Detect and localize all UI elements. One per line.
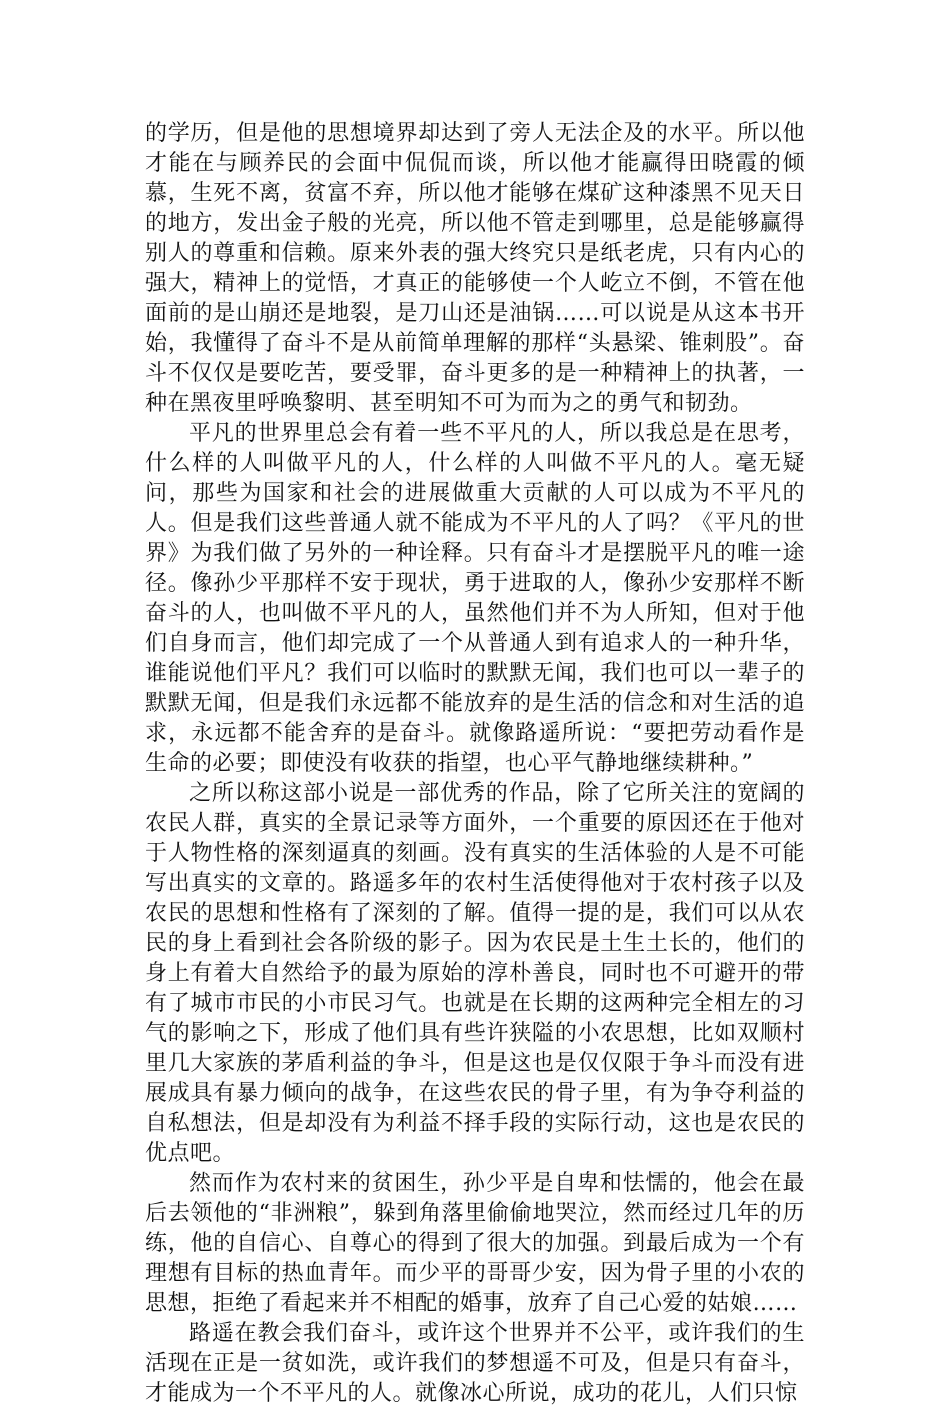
paragraph-4: 然而作为农村来的贫困生，孙少平是自卑和怯懦的，他会在最后去领他的“非洲粮”，躲到角落里偷偷地哭泣，然而经过几年的历练，他的自信心、自尊心的得到了很大的加强。到最后成为一个有理想有目标的热血青年。而少平的哥哥少安，因为骨子里的小农的思想，拒绝了看起来并不相配的婚事，放弃了自己心爱的姑娘……	[145, 1171, 805, 1316]
paragraph-3: 之所以称这部小说是一部优秀的作品，除了它所关注的宽阔的农民人群，真实的全景记录等方面外，一个重要的原因还在于他对于人物性格的深刻逼真的刻画。没有真实的生活体验的人是不可能写出真实的文章的。路遥多年的农村生活使得他对于农村孩子以及农民的思想和性格有了深刻的了解。值得一提的是，我们可以从农民的身上看到社会各阶级的影子。因为农民是土生土长的，他们的身上有着大自然给予的最为原始的淳朴善良，同时也不可避开的带有了城市市民的小市民习气。也就是在长期的这两种完全相左的习气的影响之下，形成了他们具有些许狭隘的小农思想，比如双顺村里几大家族的茅盾利益的争斗，但是这也是仅仅限于争斗而没有进展成具有暴力倾向的战争，在这些农民的骨子里，有为争夺利益的自私想法，但是却没有为利益不择手段的实际行动，这也是农民的优点吧。	[145, 781, 805, 1166]
paragraph-1: 的学历，但是他的思想境界却达到了旁人无法企及的水平。所以他才能在与顾养民的会面中侃侃而谈，所以他才能赢得田晓霞的倾慕，生死不离，贫富不弃，所以他才能够在煤矿这种漆黑不见天日的地方，发出金子般的光亮，所以他不管走到哪里，总是能够赢得别人的尊重和信赖。原来外表的强大终究只是纸老虎，只有内心的强大，精神上的觉悟，才真正的能够使一个人屹立不倒，不管在他面前的是山崩还是地裂，是刀山还是油锅……可以说是从这本书开始，我懂得了奋斗不是从前简单理解的那样“头悬梁、锥刺股”。奋斗不仅仅是要吃苦，要受罪，奋斗更多的是一种精神上的执著，一种在黑夜里呼唤黎明、甚至明知不可为而为之的勇气和韧劲。	[145, 121, 805, 416]
body-text	[145, 119, 805, 1409]
paragraph-2: 平凡的世界里总会有着一些不平凡的人，所以我总是在思考，什么样的人叫做平凡的人，什么样的人叫做不平凡的人。毫无疑问，那些为国家和社会的进展做重大贡献的人可以成为不平凡的人。但是我们这些普通人就不能成为不平凡的人了吗？《平凡的世界》为我们做了另外的一种诠释。只有奋斗才是摆脱平凡的唯一途径。像孙少平那样不安于现状，勇于进取的人，像孙少安那样不断奋斗的人，也叫做不平凡的人，虽然他们并不为人所知，但对于他们自身而言，他们却完成了一个从普通人到有追求人的一种升华，谁能说他们平凡？我们可以临时的默默无闻，我们也可以一辈子的默默无闻，但是我们永远都不能放弃的是生活的信念和对生活的追求，永远都不能舍弃的是奋斗。就像路遥所说：“要把劳动看作是生命的必要；即使没有收获的指望，也心平气静地继续耕种。”	[145, 421, 805, 776]
paragraph-5: 路遥在教会我们奋斗，或许这个世界并不公平，或许我们的生活现在正是一贫如洗，或许我们的梦想遥不可及，但是只有奋斗，才能成为一个不平凡的人。就像冰心所说，成功的花儿，人们只惊	[145, 1321, 805, 1406]
